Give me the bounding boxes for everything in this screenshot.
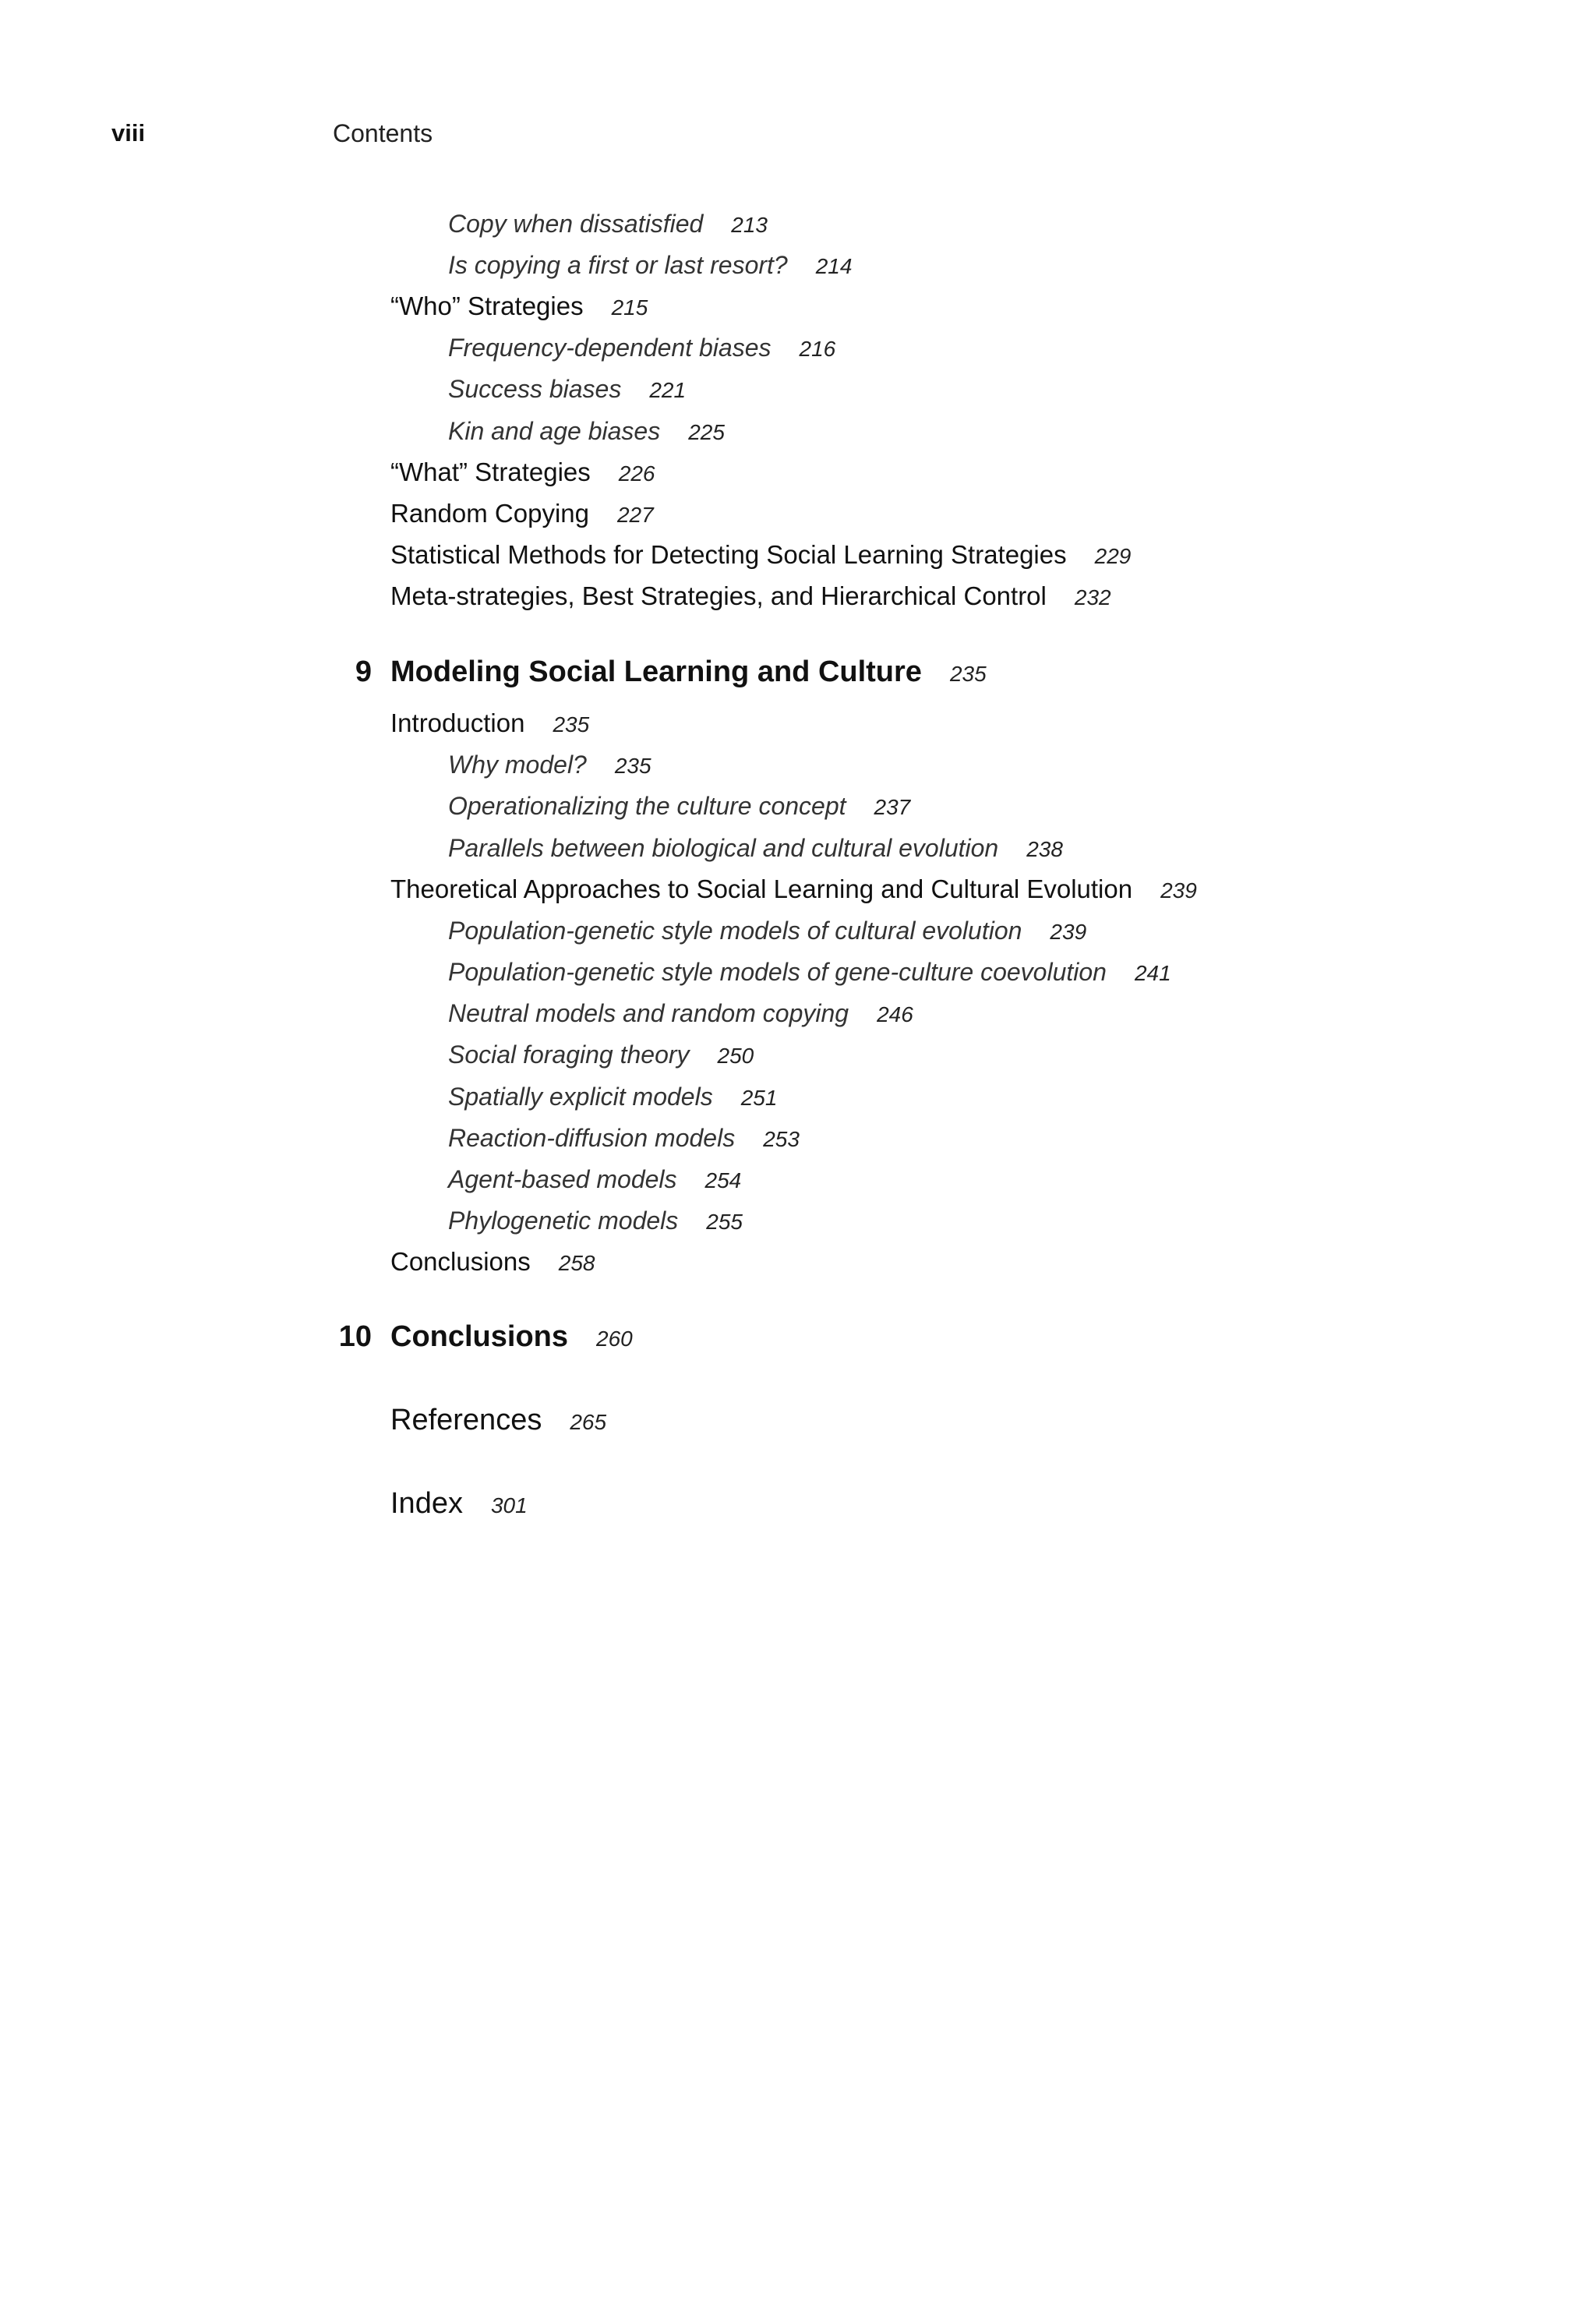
toc-subsection (448, 1118, 800, 1157)
toc-entry-page: 246 (877, 1002, 913, 1026)
toc-backmatter (390, 1397, 606, 1443)
toc-entry-page: 235 (614, 754, 651, 778)
toc-entry-title: Population-genetic style models of cultural evolution (448, 917, 1022, 945)
toc-section (390, 453, 655, 492)
running-head: Contents (333, 119, 433, 147)
toc-entry-page: 216 (799, 337, 836, 361)
toc-section (390, 535, 1131, 574)
toc-entry-title: Neutral models and random copying (448, 999, 849, 1027)
toc-entry-page: 213 (731, 213, 768, 237)
toc-entry-title: Reaction-diffusion models (448, 1124, 736, 1152)
toc-subsection (448, 994, 913, 1033)
toc-entry-page: 225 (688, 420, 725, 444)
toc-entry-title: References (390, 1404, 542, 1436)
toc-subsection (448, 828, 1063, 867)
toc-entry-title: Agent-based models (448, 1165, 677, 1193)
toc-entry-page: 235 (949, 662, 987, 686)
toc-entry-page: 241 (1134, 961, 1171, 985)
toc-subsection (448, 246, 852, 284)
toc-entry-page: 260 (596, 1327, 633, 1351)
toc-subsection (448, 1160, 741, 1199)
toc-entry-title: Is copying a first or last resort? (448, 251, 788, 279)
toc-entry-title: Operationalizing the culture concept (448, 792, 846, 820)
toc-entry-page: 237 (874, 795, 911, 819)
toc-entry-page: 229 (1094, 544, 1132, 568)
toc-entry-page: 253 (763, 1127, 800, 1151)
toc-entry-title: Spatially explicit models (448, 1083, 713, 1111)
toc-entry-page: 251 (740, 1086, 778, 1110)
toc-entry-page: 265 (570, 1410, 607, 1434)
toc-subsection (448, 1201, 743, 1240)
toc-section (390, 704, 589, 743)
toc-entry-page: 238 (1026, 837, 1063, 861)
toc-subsection (448, 745, 651, 784)
toc-subsection (448, 952, 1171, 991)
toc-entry-title: Random Copying (390, 499, 589, 528)
toc-section (390, 1242, 595, 1281)
toc-entry-title: Introduction (390, 708, 525, 737)
toc-section (390, 494, 654, 533)
toc-subsection (448, 328, 835, 367)
page-number: viii (111, 119, 146, 147)
toc-entry-title: Index (390, 1487, 463, 1520)
toc-entry-page: 221 (649, 378, 687, 402)
toc-entry-title: Conclusions (390, 1320, 569, 1353)
toc-subsection (448, 911, 1086, 950)
toc-entry-page: 239 (1050, 920, 1087, 944)
toc-entry-title: Social foraging theory (448, 1040, 690, 1069)
toc-subsection (448, 786, 910, 825)
toc-subsection (448, 1035, 754, 1074)
toc-entry-title: Conclusions (390, 1247, 531, 1276)
toc-entry-page: 301 (490, 1493, 528, 1517)
toc-entry-title: Copy when dissatisfied (448, 210, 704, 238)
chapter-number: 9 (355, 655, 372, 688)
toc-entry-page: 255 (706, 1210, 743, 1234)
toc-section (390, 870, 1197, 909)
toc-entry-page: 214 (815, 254, 853, 278)
toc-entry-page: 258 (558, 1251, 595, 1275)
toc-chapter (355, 648, 987, 695)
toc-entry-title: Population-genetic style models of gene-culture coevolution (448, 958, 1107, 986)
toc-entry-title: Success biases (448, 375, 622, 403)
toc-entry-page: 235 (553, 712, 590, 737)
toc-subsection (448, 204, 768, 243)
toc-entry-title: Theoretical Approaches to Social Learning and Cultural Evolution (390, 874, 1133, 903)
toc-backmatter (390, 1480, 528, 1527)
toc-entry-title: Statistical Methods for Detecting Social Learning Strategies (390, 540, 1067, 569)
toc-entry-title: Modeling Social Learning and Culture (390, 655, 922, 688)
toc-subsection (448, 412, 725, 450)
toc-entry-page: 239 (1160, 878, 1197, 903)
toc-entry-title: Kin and age biases (448, 417, 661, 445)
toc-subsection (448, 369, 686, 408)
toc-entry-page: 226 (618, 461, 655, 486)
toc-section (390, 287, 648, 326)
toc-entry-title: Frequency-dependent biases (448, 334, 772, 362)
toc-subsection (448, 1077, 777, 1116)
toc-entry-title: Meta-strategies, Best Strategies, and Hierarchical Control (390, 581, 1047, 610)
toc-entry-title: “Who” Strategies (390, 291, 584, 320)
toc-entry-page: 232 (1074, 585, 1111, 609)
toc-entry-page: 227 (616, 503, 654, 527)
chapter-number: 10 (338, 1320, 372, 1353)
toc-entry-title: Why model? (448, 751, 587, 779)
toc-entry-page: 215 (611, 295, 648, 320)
toc-entry-title: Parallels between biological and cultural evolution (448, 834, 999, 862)
toc-entry-title: “What” Strategies (390, 458, 591, 486)
toc-entry-title: Phylogenetic models (448, 1207, 679, 1235)
page-header (0, 114, 1596, 153)
toc-entry-page: 254 (704, 1168, 742, 1192)
toc-chapter (338, 1313, 633, 1360)
toc-entry-page: 250 (717, 1044, 754, 1068)
toc-section (390, 577, 1111, 616)
